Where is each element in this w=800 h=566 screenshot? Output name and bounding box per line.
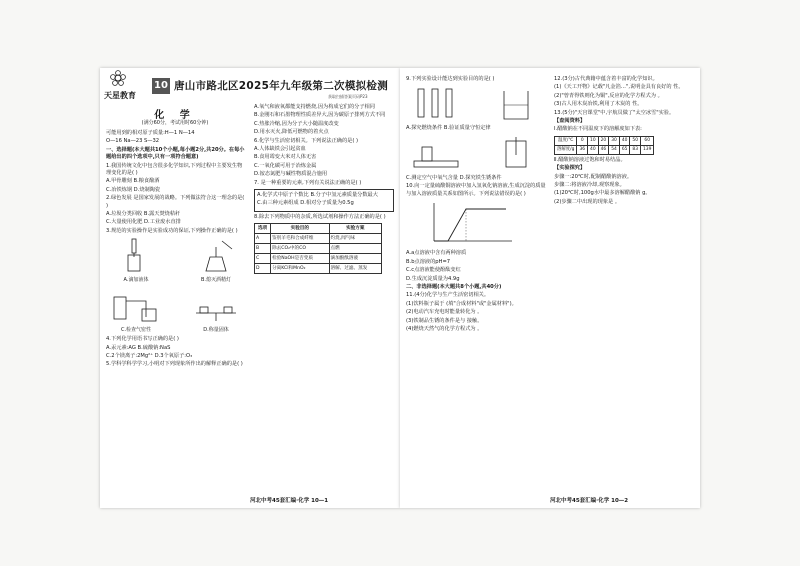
- question-13: 13.(5分)"天宫课堂"中,宇航员做了"太空冰雪"实验。: [554, 109, 675, 116]
- option-line: A.垃圾分类回收 B.露天焚烧秸秆: [106, 211, 181, 218]
- figure-caption: B.熄灭酒精灯: [200, 277, 232, 284]
- solubility-table: [554, 136, 654, 155]
- table-row: [255, 254, 382, 264]
- brand-name: 天星教育: [104, 91, 136, 100]
- table-cell: 30: [609, 136, 620, 145]
- left-column: [406, 76, 546, 335]
- option-line: C.测定空气中氧气含量 D.探究铁生锈条件: [406, 174, 502, 181]
- brand-logo-icon: [108, 70, 128, 86]
- section-heading: 二、非选择题(本大题共8个小题,共40分): [406, 284, 502, 291]
- exam-page-left: [100, 68, 400, 508]
- text-line: Ⅱ.醋酸钠溶液过饱和时易结晶。: [554, 156, 626, 163]
- question-12: 12.(3分)古代典籍中蕴含着丰富的化学知识。: [554, 76, 658, 82]
- lamp-figure-icon: [186, 237, 246, 275]
- sub-question: (2)步骤二中出现的现象是 。: [554, 198, 621, 205]
- option-line: A.化学式中原子个数比 B.分子中氢元素质量分数最大: [257, 192, 378, 199]
- section-heading: 一、选择题(本大题共10个小题,每小题2分,共20分。在每小题给出的四个选项中,只有一项符合题意): [106, 146, 245, 161]
- figure-caption: D.称量固体: [203, 326, 229, 333]
- question-1: 1.我国传统文化中包含很多化学知识,下列过程中主要发生物理变化的是( ): [106, 162, 243, 177]
- question-8: 8.除去下列物质中的杂质,所选试剂和操作方法正确的是( ): [254, 213, 386, 220]
- exam-page-right: [400, 68, 700, 508]
- precipitation-graph-icon: [426, 201, 516, 245]
- question-10: 10.向一定量硫酸铜溶液中加入氢氧化钠溶液,生成沉淀的质量与加入溶液质量关系如图所示。下列说法错误的是( ): [406, 183, 546, 197]
- option-line: C.c点溶液能使酚酞变红: [406, 267, 461, 274]
- flask-figure-icon: [106, 287, 166, 325]
- question-11: 11.(4分)化学与生产生活密切相关。: [406, 292, 490, 299]
- table-cell: 36: [577, 145, 588, 154]
- question-7: 7. 是一种重要的元素,下列有关说法正确的是( ): [254, 179, 362, 186]
- figure-row: [106, 237, 246, 275]
- table-cell: 40: [588, 145, 599, 154]
- table-cell: 分离KCl和MnO₂: [271, 264, 329, 274]
- paper-number: 10: [152, 78, 170, 94]
- option-line: A.甲骨雕刻 B.粮食酿酒: [106, 178, 160, 185]
- option-line: B.金刚石和石墨物理性质差异大,因为碳原子排列方式不同: [254, 112, 386, 119]
- figure-row: [406, 135, 546, 173]
- option-line: C.一氧化碳可用于冶炼金属: [254, 162, 317, 169]
- option-line: C.冶铁炼钢 D.烧制陶瓷: [106, 186, 161, 193]
- option-line: D.用水灭火,降低可燃物的着火点: [254, 129, 329, 136]
- option-line: D.生成沉淀质量为4.9g: [406, 275, 460, 282]
- table-cell: 0: [577, 136, 588, 145]
- question-6: 6.化学与生活密切相关。下列说法正确的是( ): [254, 137, 359, 144]
- table-cell: 54: [609, 145, 620, 154]
- table-cell: 46: [598, 145, 609, 154]
- tube-figure-icon: [406, 85, 466, 123]
- table-cell: D: [255, 264, 271, 274]
- text-line: 可能用到的相对原子质量:H—1 N—14: [106, 130, 195, 136]
- text-line: O—16 Na—23 S—32: [106, 138, 160, 145]
- figure-caption-row: [106, 327, 246, 334]
- figure-caption: C.检查气密性: [120, 326, 152, 333]
- table-cell: 10: [588, 136, 599, 145]
- option-line: A.探究燃烧条件 B.验证质量守恒定律: [406, 125, 491, 132]
- answer-note: 获取扫描答案页码P23: [328, 94, 368, 99]
- sub-question: (1)饮料瓶子属于 (填"合成材料"或"金属材料")。: [406, 300, 517, 307]
- subject-title: 化 学: [154, 110, 196, 121]
- option-line: A.a点溶液中含有两种溶质: [406, 250, 467, 257]
- section-label: 【查阅资料】: [554, 118, 586, 125]
- scale-figure-icon: [406, 135, 466, 173]
- table-cell: 温度/℃: [555, 136, 577, 145]
- sub-question: (1)《天工开物》记载"凡金箔…",说明金具有良好的 性。: [554, 84, 684, 91]
- figure-caption-row: [106, 277, 246, 284]
- table-cell: 点燃: [329, 244, 381, 254]
- sub-question: (2)电动汽车充电时能量转化为 。: [406, 309, 483, 316]
- sub-question: (3)古人用木炭冶铁,利用了木炭的 性。: [554, 101, 643, 108]
- question-2: 2.绿色发展 是国家发展的战略。下列做法符合这一理念的是( ): [106, 195, 245, 209]
- table-cell: C: [255, 254, 271, 264]
- balance-figure-icon: [186, 287, 246, 325]
- table-row: [255, 264, 382, 274]
- right-column: [254, 104, 394, 276]
- option-line: C.由三种元素组成 D.相对分子质量为0.5g: [257, 200, 354, 207]
- table-cell: 20: [598, 136, 609, 145]
- figure-caption: A.滴加液体: [123, 277, 149, 284]
- sub-question: (2)"曾青得铁则化为铜",反应的化学方程式为 。: [554, 92, 663, 99]
- option-line: C.大量使用化肥 D.工业废水直排: [106, 219, 181, 226]
- option-line: D.铵态氮肥与碱性物质混合施用: [254, 171, 328, 178]
- table-cell: 60: [641, 136, 654, 145]
- option-line: C.2个镁离子:2Mg²⁺ D.3个氧原子:O₃: [106, 352, 193, 359]
- dropper-figure-icon: [106, 237, 166, 275]
- page-footer: 河北中考45套汇编·化学 10—1: [250, 498, 329, 504]
- table-cell: 50: [630, 136, 641, 145]
- table-cell: 鉴别羊毛和合成纤维: [271, 234, 329, 244]
- beaker-figure-icon: [486, 85, 546, 123]
- table-cell: 83: [630, 145, 641, 154]
- table-header: 实验方案: [329, 224, 381, 234]
- sub-question: (4)燃烧天然气的化学方程式为 。: [406, 326, 483, 333]
- experiment-table: [254, 223, 382, 274]
- question-3: 3.规范的实验操作是实验成功的保证,下列操作正确的是( ): [106, 227, 238, 234]
- section-label: 【实验探究】: [554, 165, 586, 172]
- option-line: B.食用霉变大米对人体无害: [254, 154, 317, 161]
- option-line: C.热胀冷缩,因为分子大小随温度改变: [254, 120, 339, 127]
- table-header: 选项: [255, 224, 271, 234]
- table-cell: 65: [619, 145, 630, 154]
- table-row: [255, 234, 382, 244]
- table-cell: 灼烧,闻气味: [329, 234, 381, 244]
- option-line: B.b点溶液的pH=7: [406, 258, 451, 265]
- table-row: [555, 145, 654, 154]
- question-9: 9.下列实验设计能达到实验目的的是( ): [406, 76, 495, 82]
- question-4: 4.下列化学用语书写正确的是( ): [106, 336, 179, 343]
- table-cell: 检验NaOH是否变质: [271, 254, 329, 264]
- text-line: 步骤二:将溶液冷却,观察现象。: [554, 182, 625, 189]
- table-row: [555, 136, 654, 145]
- option-line: A.人体缺铁会引起贫血: [254, 146, 306, 153]
- text-line: Ⅰ.醋酸钠在不同温度下的溶解度如下表:: [554, 126, 642, 133]
- jar-figure-icon: [486, 135, 546, 173]
- table-cell: 滴加酚酞溶液: [329, 254, 381, 264]
- question-5: 5.学科学科学学习,小明对下列现象所作出的解释正确的是( ): [106, 361, 243, 368]
- option-line: A.汞元素:AG B.硫酸钠:NaS: [106, 344, 171, 351]
- table-cell: 溶解、过滤、蒸发: [329, 264, 381, 274]
- figure-row: [106, 287, 246, 325]
- table-header: 实验目的: [271, 224, 329, 234]
- option-line: A.氧气和液氧都能支持燃烧,因为构成它们的分子相同: [254, 104, 375, 110]
- sub-question: (3)铁制品生锈的条件是与 接触。: [406, 317, 483, 324]
- page-footer: 河北中考45套汇编·化学 10—2: [550, 498, 629, 504]
- table-cell: 除去CO₂中的CO: [271, 244, 329, 254]
- table-cell: A: [255, 234, 271, 244]
- sub-question: (1)20℃时,100g水中最多溶解醋酸钠 g。: [554, 190, 651, 197]
- figure-row: [406, 85, 546, 123]
- table-cell: 溶解度/g: [555, 145, 577, 154]
- table-row: [255, 244, 382, 254]
- table-cell: 139: [641, 145, 654, 154]
- exam-title: 唐山市路北区2025年九年级第二次模拟检测: [174, 80, 389, 92]
- left-column: [106, 130, 246, 370]
- text-line: 步骤一:20℃时,配制醋酸钠溶液。: [554, 173, 633, 180]
- table-cell: 40: [619, 136, 630, 145]
- table-cell: B: [255, 244, 271, 254]
- right-column: [554, 76, 694, 207]
- info-box: [254, 189, 394, 212]
- score-info: (满分60分，考试用时60分钟): [141, 120, 209, 126]
